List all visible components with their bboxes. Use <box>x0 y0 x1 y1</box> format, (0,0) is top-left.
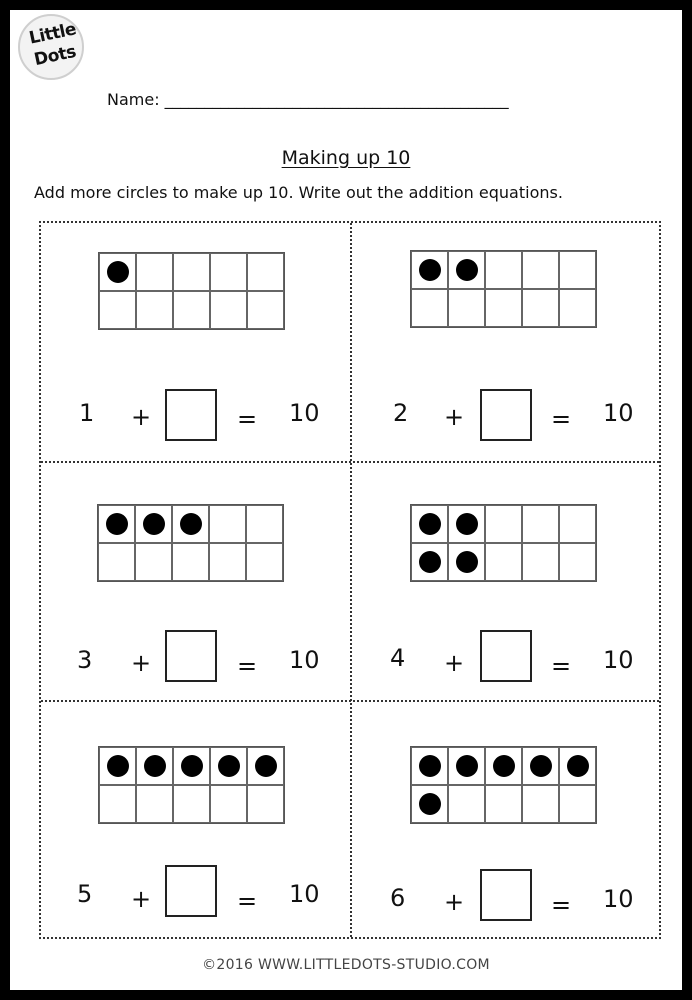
ten-frame-square[interactable] <box>136 291 173 329</box>
ten-frame-square[interactable] <box>247 785 284 823</box>
ten-frame-square[interactable] <box>559 543 596 581</box>
ten-frame-square[interactable] <box>485 785 522 823</box>
given-number: 6 <box>390 884 406 912</box>
equals-sign: = <box>551 405 572 433</box>
ten-frame-square[interactable] <box>99 747 136 785</box>
ten-frame-square[interactable] <box>485 747 522 785</box>
ten-frame-square[interactable] <box>209 543 246 581</box>
copyright-footer: ©2016 WWW.LITTLEDOTS-STUDIO.COM <box>202 957 490 973</box>
ten-frame-square[interactable] <box>210 291 247 329</box>
answer-box[interactable] <box>480 869 532 921</box>
ten-frame-square[interactable] <box>448 251 485 289</box>
ten-frame-square[interactable] <box>485 251 522 289</box>
plus-sign: + <box>444 649 465 677</box>
ten-frame-square[interactable] <box>210 747 247 785</box>
given-number: 5 <box>77 880 93 908</box>
answer-box[interactable] <box>165 630 217 682</box>
ten-frame-square[interactable] <box>173 253 210 291</box>
answer-box[interactable] <box>165 389 217 441</box>
total-number: 10 <box>603 399 634 427</box>
ten-frame-square[interactable] <box>99 785 136 823</box>
ten-frame-square[interactable] <box>559 251 596 289</box>
ten-frame-square[interactable] <box>135 543 172 581</box>
ten-frame-square[interactable] <box>136 253 173 291</box>
ten-frame-square[interactable] <box>522 785 559 823</box>
problem-cell-5 <box>41 702 350 941</box>
given-number: 1 <box>79 399 95 427</box>
ten-frame-square[interactable] <box>485 505 522 543</box>
ten-frame-square[interactable] <box>448 543 485 581</box>
counter-dot <box>456 259 478 281</box>
counter-dot <box>567 755 589 777</box>
equals-sign: = <box>237 405 258 433</box>
logo-line-1: Little <box>27 19 78 49</box>
equals-sign: = <box>551 891 572 919</box>
ten-frame-square[interactable] <box>522 251 559 289</box>
problem-cell-4 <box>352 463 661 702</box>
ten-frame-square[interactable] <box>485 543 522 581</box>
given-number: 3 <box>77 646 93 674</box>
ten-frame-square[interactable] <box>522 289 559 327</box>
ten-frame-square[interactable] <box>173 785 210 823</box>
counter-dot <box>419 551 441 573</box>
little-dots-logo <box>18 14 84 80</box>
ten-frame-square[interactable] <box>173 291 210 329</box>
problem-cell-1 <box>41 223 350 462</box>
plus-sign: + <box>131 403 152 431</box>
problem-cell-2 <box>352 223 661 462</box>
counter-dot <box>419 513 441 535</box>
counter-dot <box>218 755 240 777</box>
worksheet-title <box>0 147 692 169</box>
ten-frame-square[interactable] <box>411 747 448 785</box>
counter-dot <box>493 755 515 777</box>
counter-dot <box>255 755 277 777</box>
counter-dot <box>456 513 478 535</box>
ten-frame-square[interactable] <box>99 291 136 329</box>
ten-frame-square[interactable] <box>246 505 283 543</box>
ten-frame-square[interactable] <box>98 543 135 581</box>
ten-frame-square[interactable] <box>246 543 283 581</box>
ten-frame-square[interactable] <box>247 253 284 291</box>
ten-frame-square[interactable] <box>98 505 135 543</box>
total-number: 10 <box>289 399 320 427</box>
ten-frame-square[interactable] <box>522 505 559 543</box>
ten-frame-square[interactable] <box>173 747 210 785</box>
ten-frame[interactable] <box>410 746 597 824</box>
ten-frame-square[interactable] <box>247 747 284 785</box>
answer-box[interactable] <box>165 865 217 917</box>
ten-frame-square[interactable] <box>135 505 172 543</box>
problem-cell-3 <box>41 463 350 702</box>
ten-frame-square[interactable] <box>559 785 596 823</box>
ten-frame-square[interactable] <box>448 785 485 823</box>
counter-dot <box>419 793 441 815</box>
counter-dot <box>107 755 129 777</box>
equals-sign: = <box>551 652 572 680</box>
name-line[interactable]: Name: ___________________________________________ <box>107 90 509 109</box>
ten-frame[interactable] <box>410 504 597 582</box>
ten-frame-square[interactable] <box>411 785 448 823</box>
problem-cell-6 <box>352 702 661 941</box>
ten-frame-square[interactable] <box>247 291 284 329</box>
ten-frame-square[interactable] <box>485 289 522 327</box>
given-number: 4 <box>390 644 406 672</box>
equals-sign: = <box>237 887 258 915</box>
counter-dot <box>181 755 203 777</box>
plus-sign: + <box>131 649 152 677</box>
total-number: 10 <box>603 646 634 674</box>
total-number: 10 <box>603 885 634 913</box>
plus-sign: + <box>444 888 465 916</box>
equals-sign: = <box>237 652 258 680</box>
ten-frame-square[interactable] <box>522 543 559 581</box>
total-number: 10 <box>289 646 320 674</box>
given-number: 2 <box>393 399 409 427</box>
counter-dot <box>530 755 552 777</box>
ten-frame-square[interactable] <box>172 543 209 581</box>
ten-frame-square[interactable] <box>411 251 448 289</box>
ten-frame-square[interactable] <box>448 505 485 543</box>
ten-frame-square[interactable] <box>210 253 247 291</box>
ten-frame-square[interactable] <box>448 289 485 327</box>
ten-frame-square[interactable] <box>411 505 448 543</box>
title-text: Making up 10 <box>281 147 411 169</box>
answer-box[interactable] <box>480 389 532 441</box>
ten-frame-square[interactable] <box>209 505 246 543</box>
ten-frame[interactable] <box>98 252 285 330</box>
problem-grid <box>39 221 661 939</box>
ten-frame-square[interactable] <box>559 747 596 785</box>
counter-dot <box>107 261 129 283</box>
ten-frame-square[interactable] <box>411 289 448 327</box>
ten-frame[interactable] <box>98 746 285 824</box>
counter-dot <box>180 513 202 535</box>
instructions: Add more circles to make up 10. Write out the addition equations. <box>34 183 563 202</box>
ten-frame-square[interactable] <box>448 747 485 785</box>
ten-frame[interactable] <box>97 504 284 582</box>
counter-dot <box>143 513 165 535</box>
counter-dot <box>419 755 441 777</box>
counter-dot <box>106 513 128 535</box>
ten-frame-square[interactable] <box>522 747 559 785</box>
ten-frame-square[interactable] <box>136 785 173 823</box>
ten-frame-square[interactable] <box>99 253 136 291</box>
ten-frame[interactable] <box>410 250 597 328</box>
ten-frame-square[interactable] <box>411 543 448 581</box>
plus-sign: + <box>444 403 465 431</box>
ten-frame-square[interactable] <box>559 505 596 543</box>
ten-frame-square[interactable] <box>172 505 209 543</box>
logo-line-2: Dots <box>32 41 78 71</box>
counter-dot <box>144 755 166 777</box>
ten-frame-square[interactable] <box>559 289 596 327</box>
plus-sign: + <box>131 885 152 913</box>
counter-dot <box>456 551 478 573</box>
counter-dot <box>419 259 441 281</box>
ten-frame-square[interactable] <box>136 747 173 785</box>
answer-box[interactable] <box>480 630 532 682</box>
total-number: 10 <box>289 880 320 908</box>
ten-frame-square[interactable] <box>210 785 247 823</box>
counter-dot <box>456 755 478 777</box>
